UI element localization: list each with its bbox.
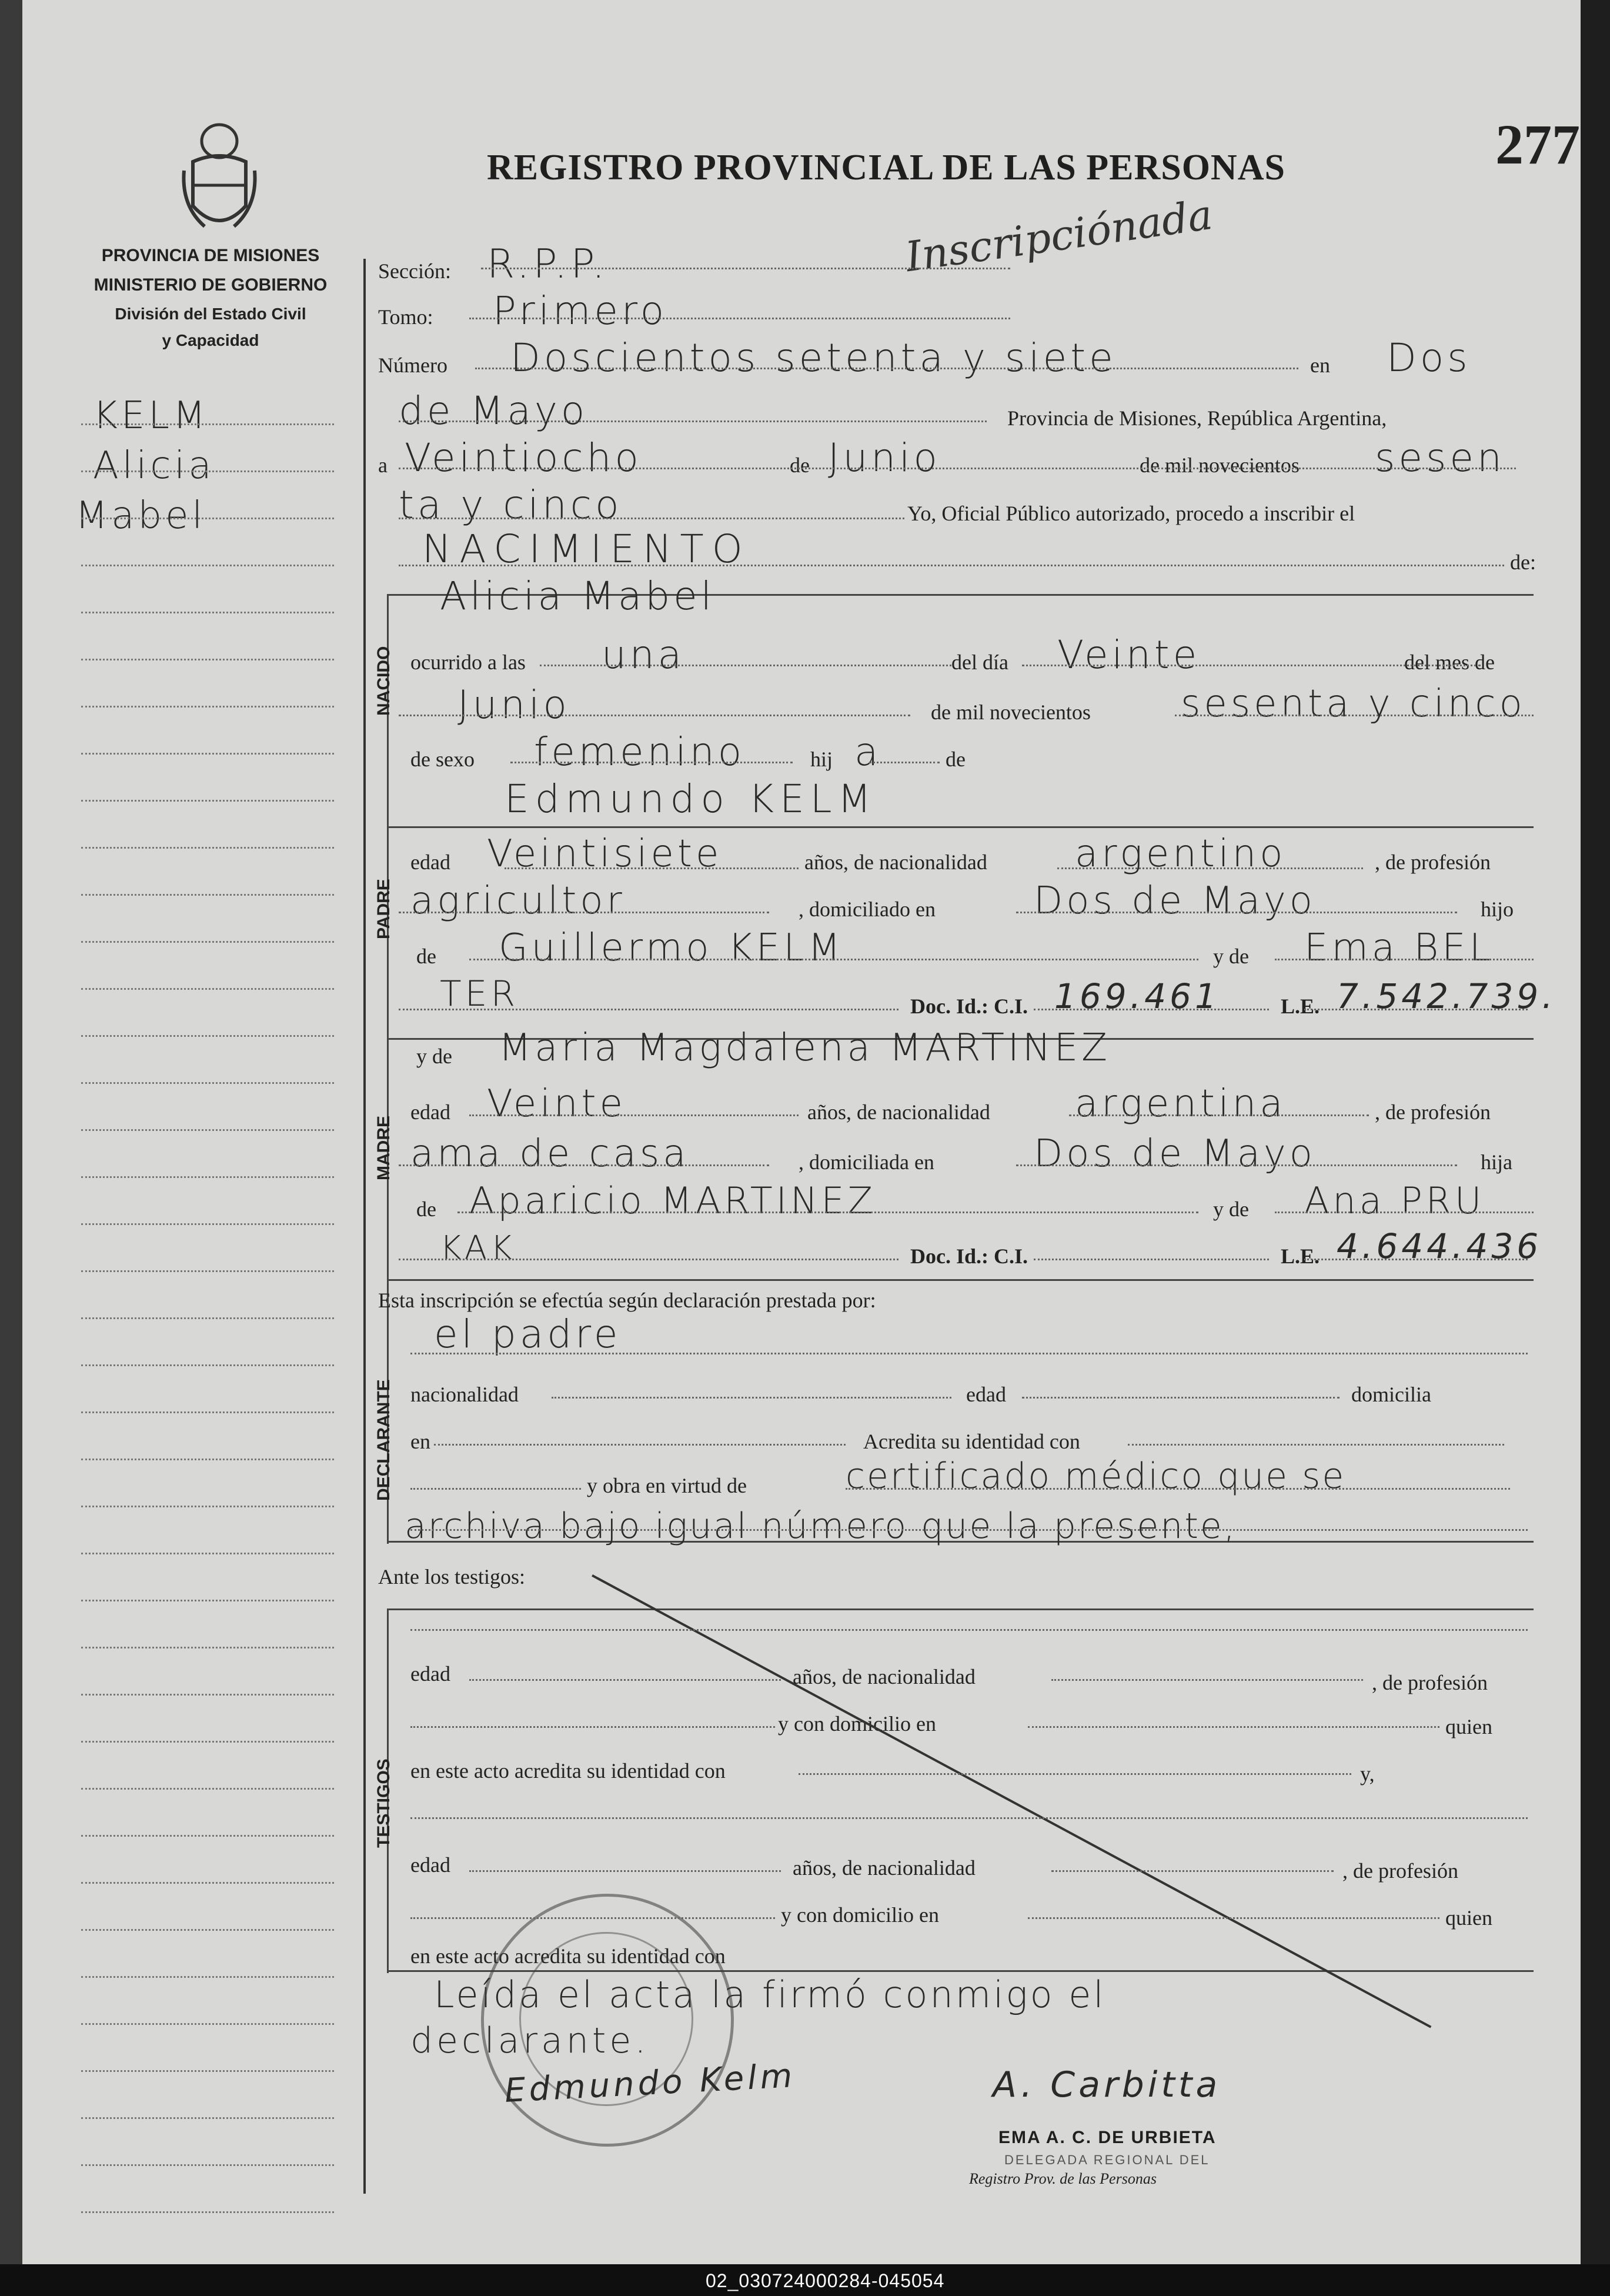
value-madre-madre: Ana PRU (1304, 1179, 1485, 1222)
margin-rule-line (81, 2211, 334, 2213)
value-nombre: Alicia Mabel (440, 573, 716, 619)
coat-of-arms-icon (181, 118, 258, 235)
margin-rule-line (81, 1694, 334, 1696)
value-sexo: femenino (534, 729, 746, 775)
value-padre-le: 7.542.739. (1337, 976, 1556, 1016)
margin-rule-line (81, 1270, 334, 1272)
margin-rule-line (81, 1223, 334, 1225)
value-padre-nombre: Edmundo KELM (505, 776, 877, 822)
label-provincia: Provincia de Misiones, República Argentina, (1007, 406, 1387, 430)
margin-rule-line (81, 659, 334, 660)
value-madre-nombre: Maria Magdalena MARTINEZ (499, 1026, 1111, 1070)
label-testigo2-edad: edad (410, 1853, 450, 1877)
margin-rule-line (81, 800, 334, 802)
side-label-madre: MADRE (374, 1116, 393, 1180)
value-anio-nac: sesenta y cinco (1181, 682, 1526, 726)
value-padre-madre: Ema BEL (1304, 926, 1494, 970)
fill-in-dotted-line (399, 1009, 898, 1010)
fill-in-dotted-line (399, 912, 769, 913)
fill-in-dotted-line (1304, 1259, 1528, 1260)
header-division: División del Estado Civil (115, 305, 306, 323)
document-sheet (22, 0, 1581, 2264)
fill-in-dotted-line (475, 368, 1298, 369)
value-leida: Leída el acta la firmó conmigo el (434, 1973, 1106, 2016)
fill-in-dotted-line (399, 565, 1504, 566)
margin-rule-line (81, 1788, 334, 1790)
label-tomo: Tomo: (378, 305, 433, 329)
margin-rule-line (81, 1411, 334, 1413)
margin-rule-line (81, 847, 334, 849)
label-de-sexo: de sexo (410, 747, 475, 771)
label-numero: Número (378, 353, 447, 377)
label-madre-y-de: y de (416, 1044, 452, 1068)
fill-in-dotted-line (1057, 867, 1363, 869)
side-label-nacido: NACIDO (374, 646, 393, 716)
value-dia-nac: Veinte (1057, 632, 1201, 678)
fill-in-dotted-line (510, 762, 793, 763)
header-capacidad: y Capacidad (162, 331, 259, 349)
fill-in-dotted-line (410, 1353, 1528, 1354)
label-testigo2-profesion: , de profesión (1342, 1859, 1458, 1883)
value-madre-padre: Aparicio MARTINEZ (469, 1179, 877, 1222)
value-padre-madre2: TER (440, 973, 519, 1014)
label-domicilia: domicilia (1351, 1383, 1431, 1406)
value-leida2: declarante. (410, 2020, 650, 2061)
value-anio: sesen (1375, 435, 1505, 480)
margin-rule-line (81, 988, 334, 990)
fill-in-dotted-line (540, 665, 951, 666)
value-madre-nac: argentina (1075, 1082, 1287, 1126)
value-padre-ci: 169.461 (1054, 976, 1220, 1016)
document-title: REGISTRO PROVINCIAL DE LAS PERSONAS (487, 148, 1285, 188)
label-del-mes: del mes de (1404, 650, 1495, 674)
officer-title-2: Registro Prov. de las Personas (969, 2170, 1157, 2187)
value-anio2: ta y cinco (399, 482, 623, 528)
margin-rule-line (81, 706, 334, 708)
value-padre-dom: Dos de Mayo (1034, 879, 1316, 923)
fill-in-dotted-line (1175, 715, 1534, 716)
fill-in-dotted-line (410, 1488, 581, 1490)
margin-rule-line (81, 2117, 334, 2119)
value-en2: de Mayo (399, 388, 589, 433)
fill-in-dotted-line (410, 1726, 775, 1728)
value-padre-padre: Guillermo KELM (499, 926, 844, 970)
label-en: en (1310, 353, 1330, 377)
label-padre-doc-id: Doc. Id.: C.I. (910, 995, 1028, 1018)
side-label-testigos: TESTIGOS (374, 1758, 393, 1848)
fill-in-dotted-line (469, 318, 1010, 319)
fill-in-dotted-line (1028, 1917, 1439, 1919)
label-acredita: Acredita su identidad con (863, 1430, 1080, 1453)
margin-rule-line (81, 1506, 334, 1507)
label-madre-de: de (416, 1197, 436, 1221)
label-testigo1-y: y, (1360, 1762, 1375, 1786)
label-del-dia: del día (951, 650, 1008, 674)
margin-rule-line (81, 518, 334, 519)
value-hora: una (602, 632, 686, 678)
margin-rule-line (81, 1035, 334, 1037)
fill-in-dotted-line (469, 1679, 781, 1681)
fill-in-dotted-line (469, 1114, 799, 1116)
label-madre-anos-nac: años, de nacionalidad (807, 1100, 990, 1124)
top-stamp: Inscripciónada (902, 190, 1215, 282)
label-testigo2-quien: quien (1445, 1906, 1492, 1930)
label-esta-inscripcion: Esta inscripción se efectúa según declaración prestada por: (378, 1289, 876, 1312)
label-madre-profesion: , de profesión (1375, 1100, 1491, 1124)
value-mes: Junio (828, 435, 941, 480)
fill-in-dotted-line (469, 1870, 781, 1872)
fill-in-dotted-line (457, 1212, 1198, 1213)
value-obra-virtud: certificado médico que se (846, 1456, 1346, 1497)
label-nacionalidad: nacionalidad (410, 1383, 519, 1406)
label-testigo1-acto: en este acto acredita su identidad con (410, 1759, 726, 1783)
label-testigo1-edad: edad (410, 1662, 450, 1686)
label-obra: y obra en virtud de (587, 1474, 747, 1497)
margin-first-name: Alicia (93, 444, 215, 488)
label-de: de (790, 453, 810, 477)
value-dia: Veintiocho (405, 435, 642, 480)
fill-in-dotted-line (1034, 1259, 1269, 1260)
label-padre-domiciliado: , domiciliado en (799, 897, 936, 921)
fill-in-dotted-line (1051, 1870, 1334, 1872)
fill-in-dotted-line (1051, 1679, 1363, 1681)
margin-rule-line (81, 1647, 334, 1648)
label-declarante-en: en (410, 1430, 430, 1453)
fill-in-dotted-line (469, 959, 1198, 960)
value-madre-le: 4.644.436 (1337, 1226, 1542, 1266)
book-spine (1581, 0, 1610, 2296)
fill-in-dotted-line (1304, 1009, 1528, 1010)
label-a: a (378, 453, 388, 477)
value-hij-suffix: a (854, 729, 882, 775)
margin-rule-line (81, 1835, 334, 1837)
label-testigo2-domicilio: y con domicilio en (781, 1903, 939, 1927)
header-ministry: MINISTERIO DE GOBIERNO (93, 275, 328, 295)
label-padre-anos-nac: años, de nacionalidad (804, 850, 987, 874)
value-mes-nac: Junio (457, 682, 570, 727)
label-madre-edad: edad (410, 1100, 450, 1124)
footer-id: 02_030724000284-045054 (706, 2270, 945, 2291)
label-padre-edad: edad (410, 850, 450, 874)
fill-in-dotted-line (1069, 1114, 1369, 1116)
fill-in-dotted-line (410, 1529, 1528, 1531)
signature-declarante: Edmundo Kelm (503, 2057, 797, 2110)
fill-in-dotted-line (1028, 1726, 1439, 1728)
fill-in-dotted-line (434, 1444, 846, 1446)
margin-rule-line (81, 1176, 334, 1178)
value-en: Dos (1387, 335, 1471, 381)
label-hijo: hijo (1481, 897, 1514, 921)
margin-rule-line (81, 941, 334, 943)
officer-title-1: DELEGADA REGIONAL DEL (1004, 2152, 1210, 2167)
fill-in-dotted-line (399, 1164, 769, 1166)
value-madre-edad: Veinte (487, 1082, 626, 1126)
label-ocurrido: ocurrido a las (410, 650, 526, 674)
margin-rule-line (81, 1317, 334, 1319)
separator-padre-top (387, 826, 1534, 828)
fill-in-dotted-line (505, 867, 799, 869)
fill-in-dotted-line (481, 268, 1010, 269)
value-declarante: el padre (434, 1311, 622, 1357)
label-madre-doc-id: Doc. Id.: C.I. (910, 1244, 1028, 1268)
margin-rule-line (81, 1976, 334, 1978)
value-madre-madre2: KAK (440, 1229, 516, 1267)
margin-rule-line (81, 2070, 334, 2072)
label-hij: hij (810, 747, 833, 771)
margin-second-name: Mabel (75, 494, 206, 538)
separator-declarante-top (387, 1279, 1534, 1281)
value-padre-edad: Veintisiete (487, 832, 723, 876)
margin-rule-line (81, 1600, 334, 1601)
label-testigo2-acto: en este acto acredita su identidad con (410, 1944, 726, 1968)
margin-rule-line (81, 2164, 334, 2166)
margin-surname: KELM (93, 394, 209, 438)
fill-in-dotted-line (1016, 1164, 1457, 1166)
label-de2: de (946, 747, 966, 771)
officer-name: EMA A. C. DE URBIETA (998, 2128, 1217, 2147)
margin-rule-line (81, 1929, 334, 1931)
margin-rule-line (81, 894, 334, 896)
fill-in-dotted-line (1022, 1397, 1340, 1399)
label-mil-nov: de mil novecientos (1140, 453, 1300, 477)
side-label-padre: PADRE (374, 879, 393, 939)
fill-in-dotted-line (399, 1259, 898, 1260)
fill-in-dotted-line (410, 1917, 775, 1919)
label-de-colon: de: (1510, 550, 1536, 574)
value-madre-dom: Dos de Mayo (1034, 1132, 1316, 1176)
value-padre-nac: argentino (1075, 832, 1287, 876)
label-madre-domiciliada: , domiciliada en (799, 1150, 934, 1174)
side-label-declarante: DECLARANTE (374, 1379, 393, 1501)
header-province: PROVINCIA DE MISIONES (101, 246, 320, 265)
value-madre-prof: ama de casa (410, 1132, 690, 1176)
value-obra-virtud2: archiva bajo igual número que la presente, (405, 1506, 1237, 1547)
label-declarante-edad: edad (966, 1383, 1006, 1406)
label-padre-de: de (416, 945, 436, 968)
label-testigo2-anos: años, de nacionalidad (793, 1856, 976, 1880)
margin-rule-line (81, 1741, 334, 1743)
margin-rule-line (81, 565, 334, 566)
label-de-mil-nov: de mil novecientos (931, 700, 1091, 724)
value-padre-prof: agricultor (410, 879, 626, 923)
fill-in-dotted-line (1034, 1009, 1269, 1010)
margin-rule-line (81, 612, 334, 613)
label-yo-oficial: Yo, Oficial Público autorizado, procedo a inscribir el (907, 502, 1355, 525)
label-madre-le: L.E. (1281, 1244, 1320, 1268)
fill-in-dotted-line (399, 421, 987, 422)
margin-rule-line (81, 2023, 334, 2025)
value-tomo: Primero (493, 288, 668, 333)
label-padre-y-de: y de (1213, 945, 1249, 968)
signature-officer: A. Carbitta (993, 2064, 1221, 2105)
margin-rule-line (81, 753, 334, 755)
margin-rule-line (81, 1553, 334, 1554)
fill-in-dotted-line (846, 1488, 1510, 1490)
label-testigo1-domicilio: y con domicilio en (778, 1712, 936, 1736)
label-madre-y-de2: y de (1213, 1197, 1249, 1221)
fill-in-dotted-line (1275, 959, 1534, 960)
fill-in-dotted-line (1128, 1444, 1504, 1446)
margin-rule-line (81, 1364, 334, 1366)
fill-in-dotted-line (552, 1397, 951, 1399)
fill-in-dotted-line (799, 1773, 1351, 1775)
label-ante: Ante los testigos: (378, 1565, 525, 1588)
label-testigo1-anos: años, de nacionalidad (793, 1665, 976, 1688)
value-seccion: R.P.P. (487, 241, 609, 288)
fill-in-dotted-line (1275, 1212, 1534, 1213)
value-acto: NACIMIENTO (422, 526, 751, 572)
margin-rule-line (81, 470, 334, 472)
label-seccion: Sección: (378, 259, 451, 283)
margin-rule-line (81, 1459, 334, 1460)
page-number: 277 (1495, 113, 1580, 176)
margin-rule-line (81, 1082, 334, 1084)
separator-testigos-top (387, 1608, 1534, 1610)
fill-in-dotted-line (869, 762, 940, 763)
fill-in-dotted-line (399, 715, 910, 716)
margin-rule-line (81, 1129, 334, 1131)
fill-in-dotted-line (410, 1817, 1528, 1819)
fill-in-dotted-line (1022, 665, 1481, 666)
label-testigo1-profesion: , de profesión (1372, 1671, 1488, 1694)
value-numero: Doscientos setenta y siete (510, 335, 1117, 381)
fill-in-dotted-line (410, 1629, 1528, 1631)
label-padre-le: L.E. (1281, 995, 1320, 1018)
fill-in-dotted-line (399, 518, 904, 519)
margin-rule-line (81, 1882, 334, 1884)
margin-rule-line (81, 423, 334, 425)
label-padre-profesion: , de profesión (1375, 850, 1491, 874)
fill-in-dotted-line (399, 468, 1516, 469)
fill-in-dotted-line (1016, 912, 1457, 913)
label-hija: hija (1481, 1150, 1512, 1174)
footer-bar (0, 2264, 1610, 2296)
label-testigo1-quien: quien (1445, 1715, 1492, 1738)
